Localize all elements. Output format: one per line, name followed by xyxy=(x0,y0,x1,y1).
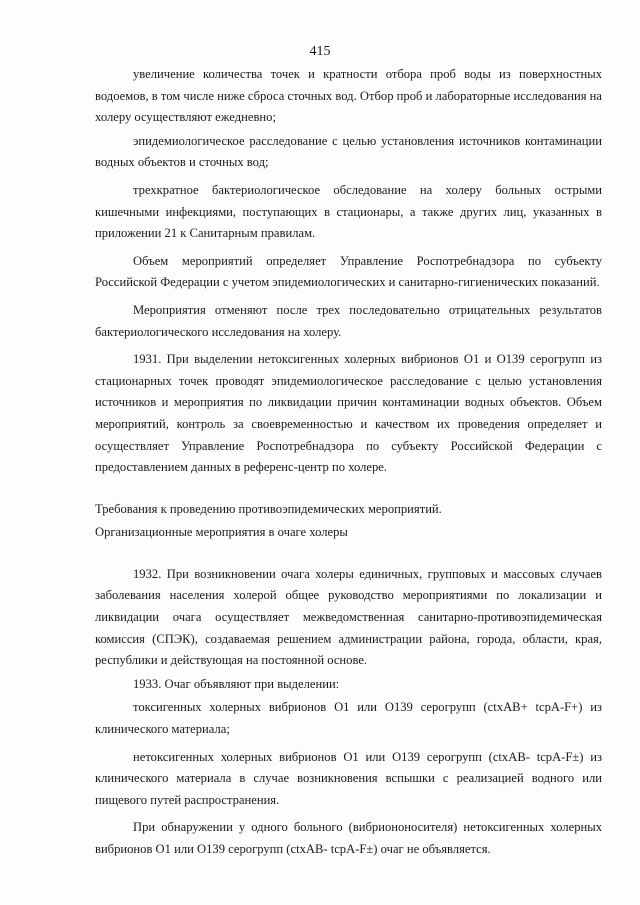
list-item: нетоксигенных холерных вибрионов O1 или O139 серогрупп (ctxAB- tcpA-F±) из клинического материала в случае возникновения вспышки с реализацией водного или пищевого путей распространения. xyxy=(95,749,602,807)
paragraph: Мероприятия отменяют после трех последовательно отрицательных результатов бактериологического исследования на холеру. xyxy=(95,302,602,339)
paragraph: трехкратное бактериологическое обследование на холеру больных острыми кишечными инфекциями, поступающих в стационары, а также других лиц, указанных в приложении 21 к Санитарным правилам. xyxy=(95,182,602,241)
paragraph-1932: 1932. При возникновении очага холеры единичных, групповых и массовых случаев заболевания населения холерой общее руководство мероприятиями по локализации и ликвидации очага осуществляет межведомственная санитарно-противоэпидемическая комиссия (СПЭК), создаваемая решением администрации района, города, области, края, республики и действующая на постоянной основе. xyxy=(95,566,602,668)
paragraph: Объем мероприятий определяет Управление Роспотребнадзора по субъекту Российской Федерации с учетом эпидемиологических и санитарно-гигиенических показаний. xyxy=(95,253,602,290)
paragraph: эпидемиологическое расследование с целью установления источников контаминации водных объектов и сточных вод; xyxy=(95,133,602,170)
paragraph-1933: 1933. Очаг объявляют при выделении: xyxy=(133,676,340,691)
paragraph: увеличение количества точек и кратности отбора проб воды из поверхностных водоемов, в том числе ниже сброса сточных вод. Отбор проб и лабораторные исследования на холеру осуществляют ежедневно; xyxy=(95,67,602,125)
section-heading: Требования к проведению противоэпидемических мероприятий. xyxy=(95,501,442,516)
page-number: 415 xyxy=(309,44,331,59)
document-body xyxy=(95,64,602,863)
list-item: токсигенных холерных вибрионов O1 или O139 серогрупп (ctxAB+ tcpA-F+) из клинического материала; xyxy=(95,700,602,737)
section-subheading: Организационные мероприятия в очаге холеры xyxy=(95,525,348,540)
paragraph: При обнаружении у одного больного (вибриононосителя) нетоксигенных холерных вибрионов O1 или O139 серогрупп (ctxAB- tcpA-F±) очаг не объявляется. xyxy=(95,820,602,856)
paragraph-1931: 1931. При выделении нетоксигенных холерных вибрионов O1 и O139 серогрупп из стационарных точек проводят эпидемиологическое расследование с целью установления источников и мероприятия по ликвидации причин контаминации водных объектов. Объем мероприятий, контроль за своевременностью и качеством их проведения определяет и осуществляет Управление Роспотребнадзора по субъекту Российской Федерации с предоставлением данных в референс-центр по холере. xyxy=(95,352,602,475)
